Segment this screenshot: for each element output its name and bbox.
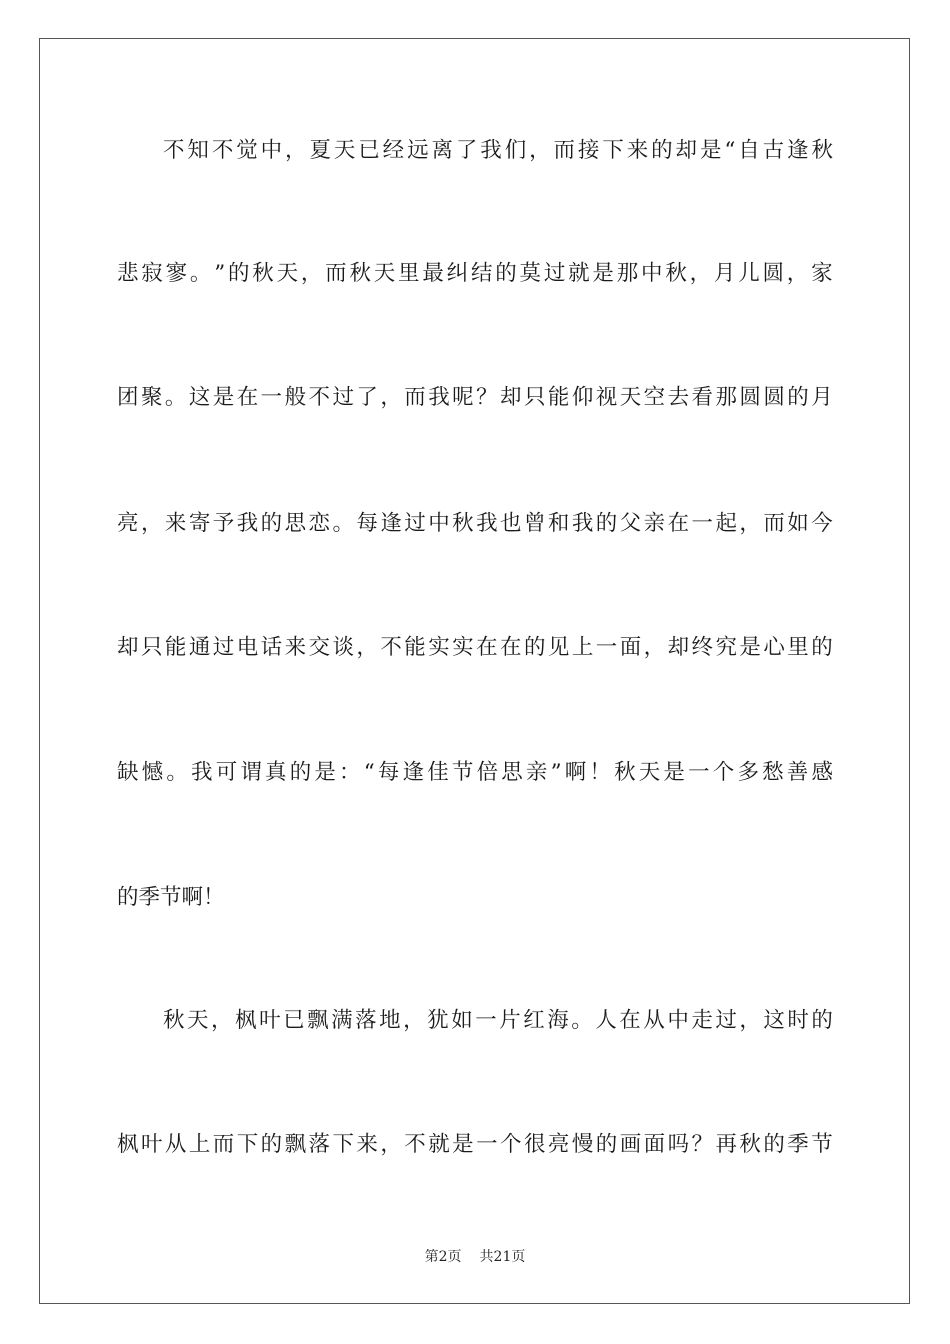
paragraph-1-line-1: 不 知 不 觉 中 ， 夏 天 已 经 远 离 了 我 们 ， 而 接 下 来 的 却 是 “ 自 古 逢 秋 <box>163 138 833 163</box>
paragraph-1-line-6: 缺 憾 。 我 可 谓 真 的 是 ： “ 每 逢 佳 节 倍 思 亲 ” 啊 ！ 秋 天 是 一 个 多 愁 善 感 <box>117 760 833 785</box>
paragraph-2-line-1: 秋 天 ， 枫 叶 已 飘 满 落 地 ， 犹 如 一 片 红 海 。 人 在 从 中 走 过 ， 这 时 的 <box>163 1008 833 1033</box>
paragraph-1-line-4: 亮 ， 来 寄 予 我 的 思 恋 。 每 逢 过 中 秋 我 也 曾 和 我 的 父 亲 在 一 起 ， 而 如 今 <box>117 511 833 536</box>
paragraph-1-line-7: 的季节啊！ <box>117 885 225 910</box>
page-number: 第2页 <box>424 1249 462 1265</box>
page-footer <box>0 1246 950 1266</box>
page-frame <box>39 38 910 1304</box>
paragraph-2-line-2: 枫 叶 从 上 而 下 的 飘 落 下 来 ， 不 就 是 一 个 很 亮 慢 的 画 面 吗 ？ 再 秋 的 季 节 <box>117 1132 833 1157</box>
page-total: 共21页 <box>479 1249 526 1265</box>
paragraph-1-line-3: 团 聚 。 这 是 在 一 般 不 过 了 ， 而 我 呢 ？ 却 只 能 仰 视 天 空 去 看 那 圆 圆 的 月 <box>117 385 833 410</box>
paragraph-1-line-2: 悲 寂 寥 。 ” 的 秋 天 ， 而 秋 天 里 最 纠 结 的 莫 过 就 是 那 中 秋 ， 月 儿 圆 ， 家 <box>117 261 833 286</box>
paragraph-1-line-5: 却 只 能 通 过 电 话 来 交 谈 ， 不 能 实 实 在 在 的 见 上 一 面 ， 却 终 究 是 心 里 的 <box>117 635 833 660</box>
